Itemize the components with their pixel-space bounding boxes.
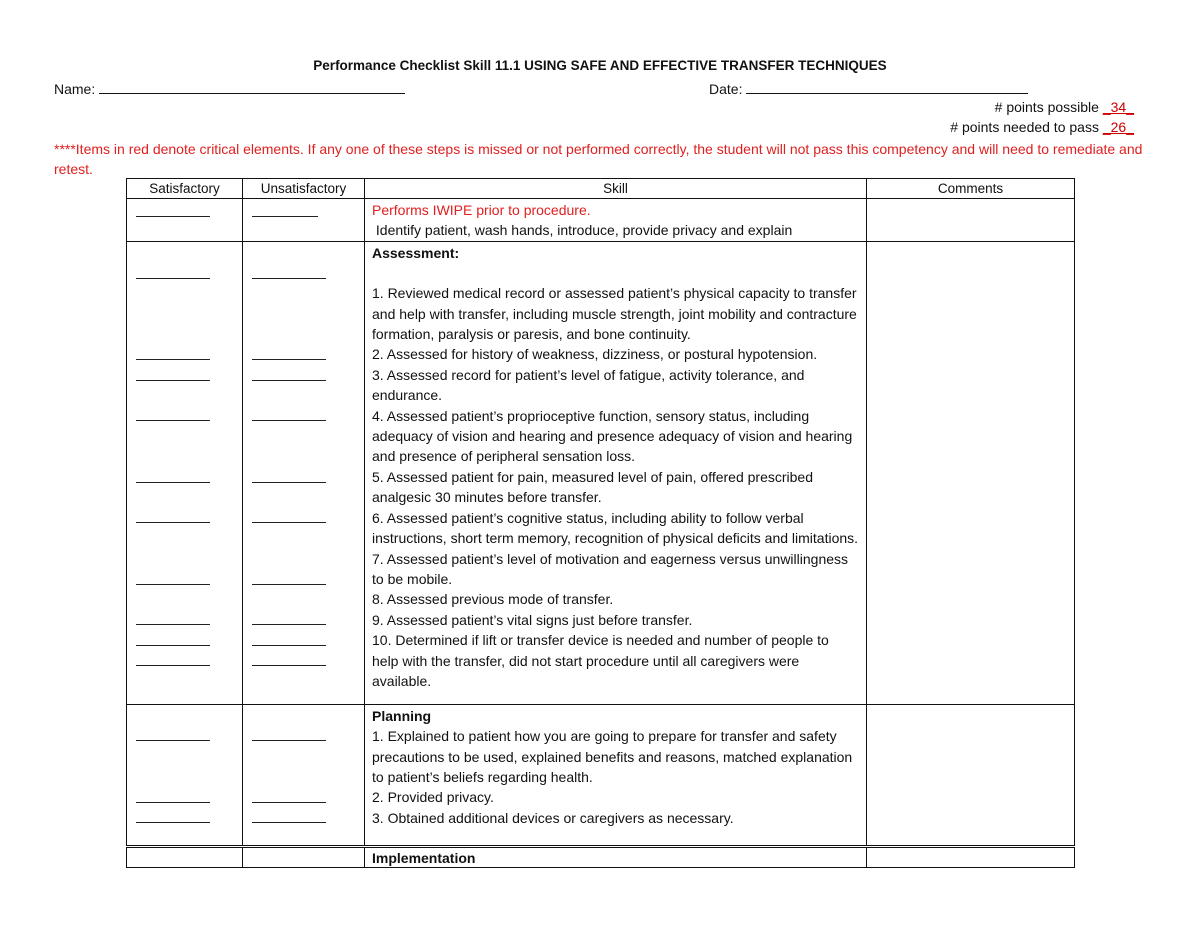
skill-cell <box>365 846 867 867</box>
step-item: 9. Assessed patient’s vital signs just before transfer. <box>372 611 693 628</box>
critical-notice: ****Items in red denote critical elements. If any one of these steps is missed or not performed correctly, the student will not pass this competency and will need to remediate and retest. <box>54 141 1143 177</box>
unsatisfactory-blank[interactable] <box>252 802 326 803</box>
unsatisfactory-blank[interactable] <box>252 624 326 625</box>
skill-cell <box>365 704 867 846</box>
table-header-row <box>127 179 1075 199</box>
satisfactory-blank[interactable] <box>136 278 210 279</box>
checklist-table <box>126 178 1075 868</box>
unsatisfactory-blank[interactable] <box>252 645 326 646</box>
unsatisfactory-blank[interactable] <box>252 584 326 585</box>
unsatisfactory-blank[interactable] <box>252 278 326 279</box>
step-item: 1. Explained to patient how you are going to prepare for transfer and safety precautions to be used, explained benefits and reasons, matched explanation to patient’s beliefs regarding health. <box>372 728 853 786</box>
step-item: 5. Assessed patient for pain, measured level of pain, offered prescribed analgesic 30 minutes before transfer. <box>372 468 814 506</box>
satisfactory-blank[interactable] <box>136 420 210 421</box>
satisfactory-blank[interactable] <box>136 584 210 585</box>
unsatisfactory-blank[interactable] <box>252 740 326 741</box>
satisfactory-cell <box>127 199 243 242</box>
points-possible-value: _34_ <box>1102 99 1134 115</box>
date-blank[interactable] <box>746 79 1028 94</box>
step-item: 3. Assessed record for patient’s level of fatigue, activity tolerance, and endurance. <box>372 366 805 404</box>
step-item: 1. Reviewed medical record or assessed patient’s physical capacity to transfer and help with transfer, including muscle strength, joint mobility and contracture formation, paralysis or paresis, and bone continuity. <box>372 285 857 343</box>
unsatisfactory-cell <box>243 199 365 242</box>
unsatisfactory-blank[interactable] <box>252 822 326 823</box>
unsatisfactory-cell <box>243 241 365 704</box>
date-field <box>709 79 1028 97</box>
satisfactory-blank[interactable] <box>136 822 210 823</box>
points-needed-label: # points needed to pass <box>950 119 1099 135</box>
step-item: 2. Assessed for history of weakness, dizziness, or postural hypotension. <box>372 346 818 363</box>
page-title: Performance Checklist Skill 11.1 USING SAFE AND EFFECTIVE TRANSFER TECHNIQUES <box>313 58 887 73</box>
section-heading: Implementation <box>372 849 476 866</box>
satisfactory-cell <box>127 704 243 846</box>
comments-cell[interactable] <box>867 704 1075 846</box>
critical-step: Performs IWIPE prior to procedure. <box>372 202 591 218</box>
step-item: 6. Assessed patient’s cognitive status, including ability to follow verbal instructions, short term memory, recognition of physical deficits and limitations. <box>372 509 859 547</box>
satisfactory-cell[interactable] <box>127 846 243 867</box>
unsatisfactory-blank[interactable] <box>252 380 326 381</box>
satisfactory-blank[interactable] <box>136 802 210 803</box>
unsatisfactory-blank[interactable] <box>252 420 326 421</box>
step-item: 3. Obtained additional devices or caregivers as necessary. <box>372 809 734 826</box>
name-blank[interactable] <box>99 79 405 94</box>
unsatisfactory-cell <box>243 704 365 846</box>
points-needed-value: _26_ <box>1102 119 1134 135</box>
points-possible <box>995 99 1134 115</box>
points-needed <box>950 119 1134 135</box>
header-comments: Comments <box>867 179 1075 199</box>
unsatisfactory-blank[interactable] <box>252 665 326 666</box>
satisfactory-blank[interactable] <box>136 645 210 646</box>
header-skill: Skill <box>365 179 867 199</box>
satisfactory-blank[interactable] <box>136 216 210 217</box>
satisfactory-blank[interactable] <box>136 624 210 625</box>
satisfactory-blank[interactable] <box>136 482 210 483</box>
header-satisfactory: Satisfactory <box>127 179 243 199</box>
section-heading: Assessment: <box>372 244 460 261</box>
satisfactory-blank[interactable] <box>136 522 210 523</box>
unsatisfactory-blank[interactable] <box>252 216 318 217</box>
skill-cell <box>365 199 867 242</box>
satisfactory-blank[interactable] <box>136 740 210 741</box>
header-unsatisfactory: Unsatisfactory <box>243 179 365 199</box>
comments-cell[interactable] <box>867 241 1075 704</box>
satisfactory-blank[interactable] <box>136 359 210 360</box>
step-item: 8. Assessed previous mode of transfer. <box>372 591 614 608</box>
satisfactory-blank[interactable] <box>136 665 210 666</box>
unsatisfactory-blank[interactable] <box>252 359 326 360</box>
comments-cell[interactable] <box>867 846 1075 867</box>
unsatisfactory-blank[interactable] <box>252 522 326 523</box>
step-item: 4. Assessed patient’s proprioceptive function, sensory status, including adequacy of vision and hearing and presence adequacy of vision and hearing and presence of peripheral sensation loss. <box>372 407 853 465</box>
step-item: 7. Assessed patient’s level of motivation and eagerness versus unwillingness to be mobile. <box>372 550 849 587</box>
comments-cell[interactable] <box>867 199 1075 242</box>
points-possible-label: # points possible <box>994 99 1099 115</box>
table-row-implementation <box>127 846 1075 867</box>
step-item: 10. Determined if lift or transfer device is needed and number of people to help with the transfer, did not start procedure until all caregivers were available. <box>372 632 829 689</box>
satisfactory-cell <box>127 241 243 704</box>
step-detail: Identify patient, wash hands, introduce, provide privacy and explain <box>372 222 793 239</box>
table-row-assessment <box>127 241 1075 704</box>
table-row-iwipe <box>127 199 1075 242</box>
table-row-planning <box>127 704 1075 846</box>
name-label: Name: <box>54 81 96 97</box>
step-item: 2. Provided privacy. <box>372 789 494 806</box>
skill-cell <box>365 241 867 704</box>
unsatisfactory-cell[interactable] <box>243 846 365 867</box>
date-label: Date: <box>709 81 743 97</box>
unsatisfactory-blank[interactable] <box>252 482 326 483</box>
satisfactory-blank[interactable] <box>136 380 210 381</box>
section-heading: Planning <box>372 707 432 724</box>
name-field <box>54 79 405 97</box>
